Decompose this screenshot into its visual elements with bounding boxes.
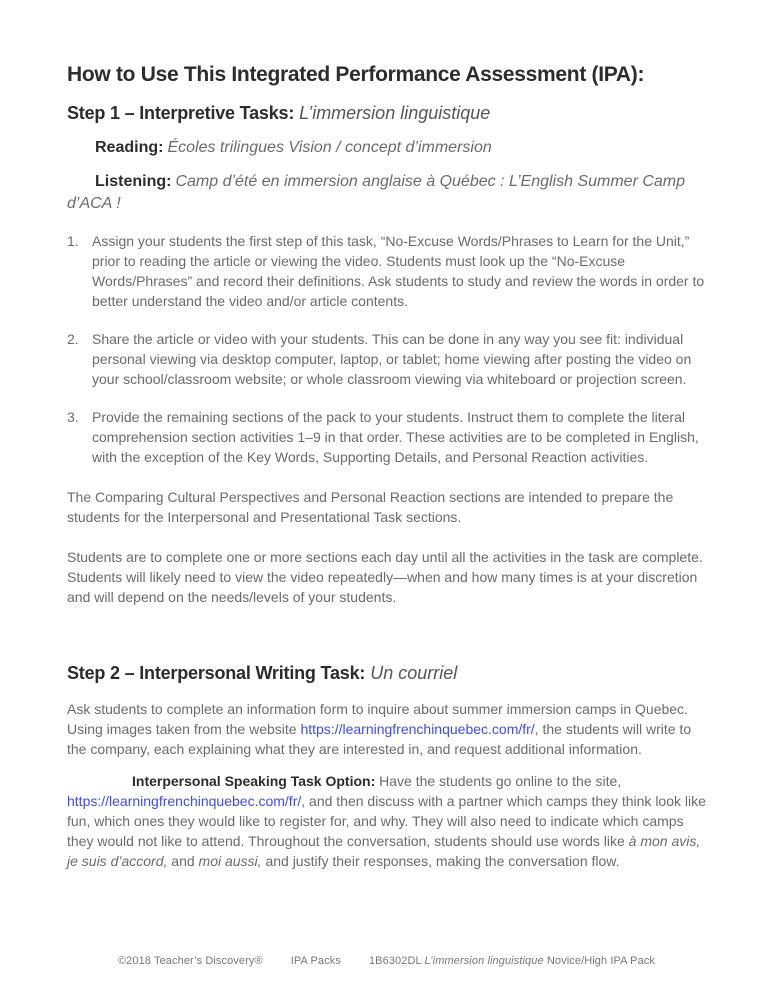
reading-text: Écoles trilingues Vision / concept d’immersion xyxy=(167,139,492,156)
footer-copyright: ©2018 Teacher’s Discovery® xyxy=(117,955,263,967)
paragraph-pacing: Students are to complete one or more sections each day until all the activities in the task are complete. Students will likely need to view the video repeatedly—when and how many times is at your discretion and will depend on the needs/levels of your students. xyxy=(67,549,703,605)
footer-sku xyxy=(369,955,655,967)
list-item xyxy=(67,231,706,311)
reading-label: Reading: xyxy=(95,139,164,156)
listening-label: Listening: xyxy=(95,173,172,190)
footer-series: IPA Packs xyxy=(290,955,341,967)
footer-sku-level: Novice/High IPA Pack xyxy=(543,955,656,967)
speaking-text-mid: and xyxy=(167,853,199,869)
speaking-text-after-link: , and then discuss with a partner which camps they think look like fun, which ones they would like to register for, and why. They will also need to indicate which camps they would not like to attend. Throughout the conversation, students should use words like xyxy=(67,793,706,849)
page-title: How to Use This Integrated Performance Assessment (IPA): xyxy=(67,63,645,86)
writing-task-text-before: Ask students to complete an information form to inquire about summer immersion camps in Quebec. Using images taken from the website xyxy=(67,701,688,737)
speaking-text-before-link: Have the students go online to the site, xyxy=(375,773,622,789)
footer-sku-code: 1B6302DL xyxy=(368,955,425,967)
learningfrenchinquebec-link[interactable]: https://learningfrenchinquebec.com/fr/ xyxy=(67,793,302,809)
step1-heading-bold: Step 1 – Interpretive Tasks: xyxy=(67,103,295,123)
speaking-text-end: and justify their responses, making the conversation flow. xyxy=(261,853,620,869)
reading-line xyxy=(67,137,706,159)
list-item xyxy=(67,407,706,467)
learningfrenchinquebec-link[interactable]: https://learningfrenchinquebec.com/fr/ xyxy=(300,721,535,737)
list-item-text: Assign your students the first step of this task, “No-Excuse Words/Phrases to Learn for the Unit,” prior to reading the article or viewing the video. Students must look up the “No-Excuse Words/Phrases” and record their definitions. Ask students to study and review the words in order to better understand the video and/or article contents. xyxy=(92,233,705,309)
paragraph-writing-task xyxy=(67,699,706,759)
step1-heading-italic: L’immersion linguistique xyxy=(299,103,491,123)
instruction-list xyxy=(67,231,706,467)
step2-heading-italic: Un courriel xyxy=(370,663,458,683)
list-item-text: Share the article or video with your students. This can be done in any way you see fit: individual personal viewing via desktop computer, laptop, or tablet; home viewing after posting the video on your school/classroom website; or whole classroom viewing via whiteboard or projection screen. xyxy=(92,331,692,387)
list-item xyxy=(67,329,706,389)
list-item-text: Provide the remaining sections of the pack to your students. Instruct them to complete the literal comprehension section activities 1–9 in that order. These activities are to be completed in English, with the exception of the Key Words, Supporting Details, and Personal Reaction activities. xyxy=(92,409,699,465)
paragraph-speaking-option xyxy=(67,771,706,871)
listening-text: Camp d’été en immersion anglaise à Québec : L’English Summer Camp d’ACA ! xyxy=(67,173,686,212)
step2-heading-bold: Step 2 – Interpersonal Writing Task: xyxy=(67,663,366,683)
writing-task-text-after: , the students will write to the company, each explaining what they are interested in, and request additional information. xyxy=(67,721,692,757)
step1-heading xyxy=(67,101,706,125)
footer-sku-title: L’immersion linguistique xyxy=(424,955,544,967)
step2-heading xyxy=(67,661,706,685)
list-item-number: 3. xyxy=(67,409,79,425)
listening-line xyxy=(67,171,706,215)
speaking-option-label: Interpersonal Speaking Task Option: xyxy=(132,773,376,789)
paragraph-cultural-perspectives: The Comparing Cultural Perspectives and Personal Reaction sections are intended to prepare the students for the Interpersonal and Presentational Task sections. xyxy=(67,489,674,525)
page-footer xyxy=(0,955,773,967)
list-item-number: 1. xyxy=(67,233,79,249)
list-item-number: 2. xyxy=(67,331,79,347)
french-phrase-2: moi aussi, xyxy=(198,853,262,869)
french-phrase-1: à mon avis, je suis d’accord, xyxy=(67,833,701,869)
